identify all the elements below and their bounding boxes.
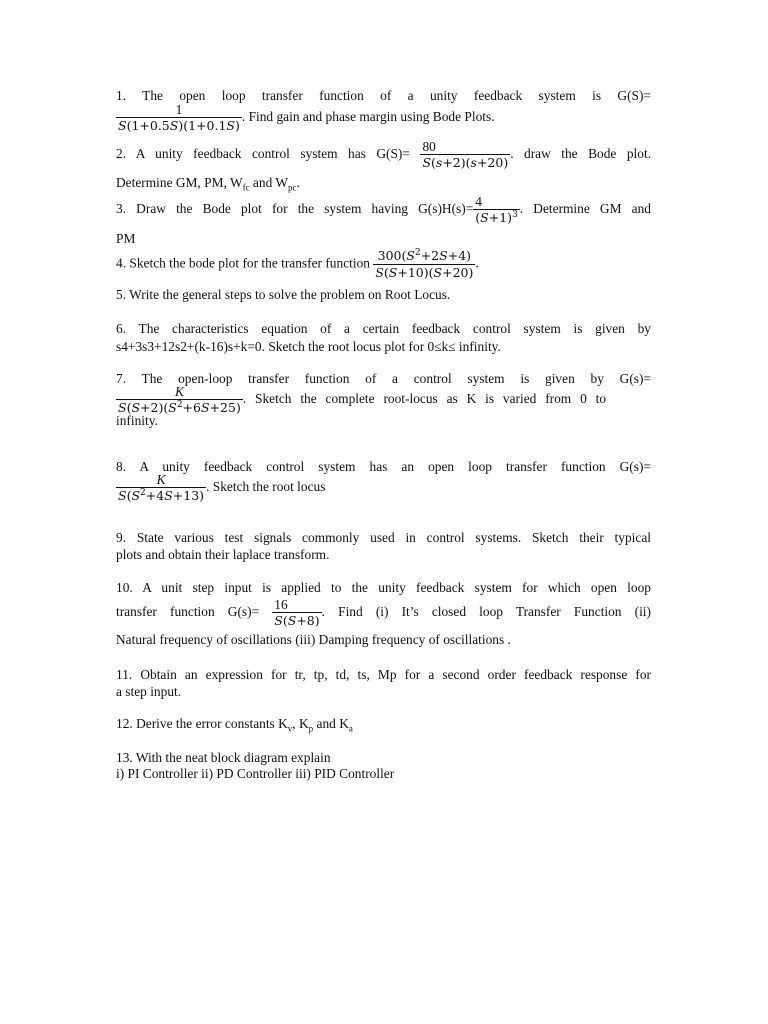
- question-1-fraction: [116, 103, 242, 133]
- question-4: [116, 247, 651, 280]
- question-1-denominator: S(1+0.5S)(1+0.1S): [118, 118, 240, 134]
- question-1-line-1: 1. The open loop transfer function of a unity feedback system is G(S)=: [116, 88, 651, 103]
- question-7-line-3: infinity.: [116, 412, 158, 428]
- question-12: 12. Derive the error constants $K_v$, $K_p$ and $K_a$: [116, 716, 353, 734]
- question-10: 10. A unit step input is applied to the unity feedback system for which open loop transfer function G(s)= $\frac{16}{S(S+8)}$ . Find (i) It’s closed loop Transfer Function (ii) Natural frequency of oscillations (iii) Damping frequency of oscillations .: [116, 580, 651, 647]
- question-3-line-1: 3. Draw the Bode plot for the system having G(s)H(s)= $\frac{4}{(S+1)^3}$ . Determine GM and: [116, 194, 651, 226]
- question-7-line-2: $\frac{K}{S(S+2)(S^2+6S+25)}$ . Sketch the complete root-locus as K is varied from 0 to: [118, 384, 607, 416]
- question-1: [116, 88, 651, 133]
- question-3-fraction: $\frac{4}{(S+1)^3}$: [475, 194, 518, 226]
- question-10-fraction: $\frac{16}{S(S+8)}$: [274, 597, 320, 629]
- question-4-line-1: 4. Sketch the bode plot for the transfer function $\frac{300(S^2+2S+4)}{S(S+10)(S+20)}$ .: [116, 247, 479, 280]
- question-10-line-2: transfer function G(s)= $\frac{16}{S(S+8)}$ . Find (i) It’s closed loop Transfer Function (ii): [116, 597, 651, 629]
- question-8-line-1: 8. A unity feedback control system has an open loop transfer function G(s)=: [116, 459, 651, 474]
- question-1-line-2: [116, 103, 651, 133]
- question-6: 6. The characteristics equation of a certain feedback control system is given by s4+3s3+12s2+(k-16)s+k=0. Sketch the root locus plot for 0≤k≤ infinity.: [116, 321, 651, 354]
- question-1-numerator: 1: [175, 102, 183, 117]
- question-13: 13. With the neat block diagram explain i) PI Controller ii) PD Controller iii) PID Controller: [116, 750, 395, 781]
- question-9: 9. State various test signals commonly used in control systems. Sketch their typical plots and obtain their laplace transform.: [116, 530, 651, 562]
- question-2-line-1: 2. A unity feedback control system has G(S)= $\frac{80}{S(s+2)(s+20)}$ . draw the Bode plot.: [116, 139, 652, 171]
- question-5: 5. Write the general steps to solve the problem on Root Locus.: [116, 287, 451, 302]
- question-2-fraction: $\frac{80}{S(s+2)(s+20)}$: [422, 139, 509, 171]
- question-7: [116, 371, 651, 429]
- question-2: [116, 140, 651, 191]
- question-7-fraction: $\frac{K}{S(S+2)(S^2+6S+25)}$: [118, 384, 241, 416]
- question-8-line-2: $\frac{K}{S(S^2+4S+13)}$ . Sketch the root locus: [118, 472, 326, 504]
- question-11: 11. Obtain an expression for tr, tp, td, ts, Mp for a second order feedback response for a step input.: [116, 667, 651, 699]
- question-3-line-2: PM: [116, 230, 136, 246]
- question-8: [116, 459, 651, 503]
- question-4-fraction: $\frac{300(S^2+2S+4)}{S(S+10)(S+20)}$: [375, 247, 474, 280]
- question-8-fraction: $\frac{K}{S(S^2+4S+13)}$: [118, 472, 205, 504]
- question-2-line-2: Determine GM, PM, $W_{fc}$ and $W_{pc}$.: [116, 174, 300, 193]
- question-1-tail: . Find gain and phase margin using Bode Plots.: [241, 109, 495, 125]
- question-7-line-1: 7. The open-loop transfer function of a control system is given by G(s)=: [116, 371, 651, 386]
- question-3: [116, 195, 651, 247]
